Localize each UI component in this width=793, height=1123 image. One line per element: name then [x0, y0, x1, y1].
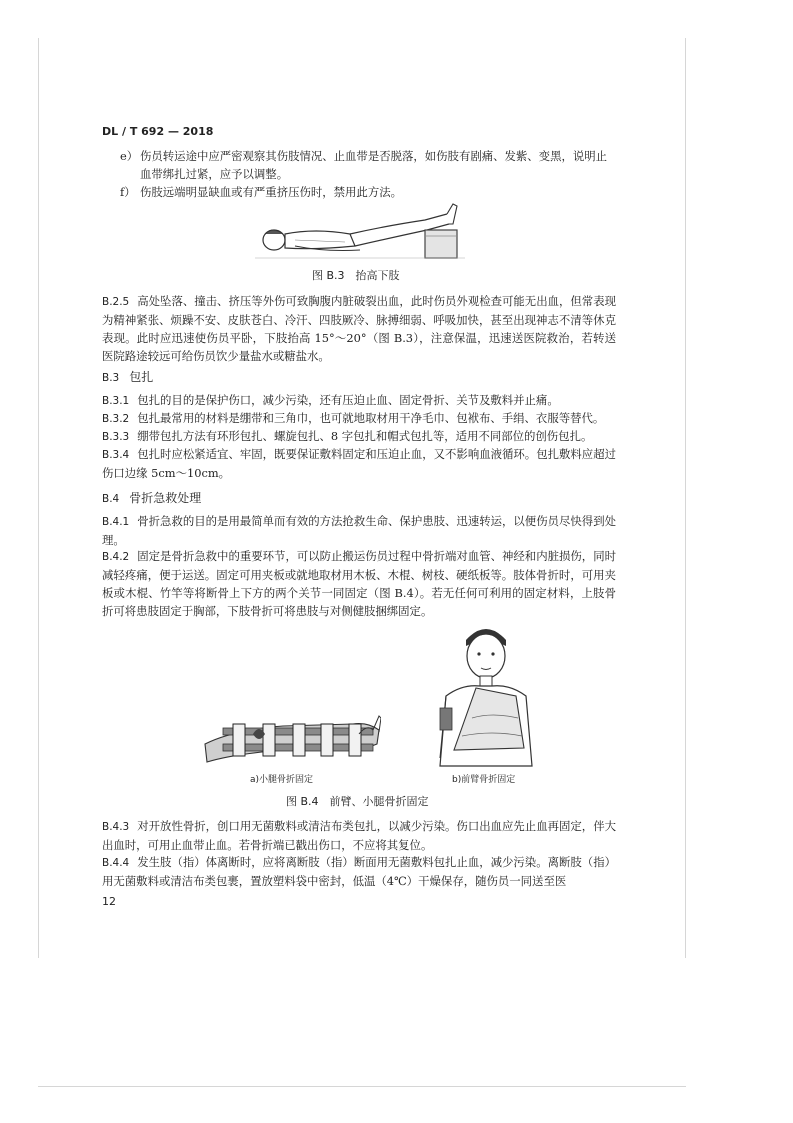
paragraph-b4-2	[102, 547, 616, 620]
clause-text: 高处坠落、撞击、挤压等外伤可致胸腹内脏破裂出血，此时伤员外观检查可能无出血，但常表现为精神紧张、烦躁不安、皮肤苍白、冷汗、四肢厥冷、脉搏细弱、呼吸加快，甚至出现神志不清等休克表现。此时应迅速使伤员平卧，下肢抬高 15°～20°（图 B.3），注意保温，迅速送医院救治，若转送医院路途较远可给伤员饮少量盐水或糖盐水。	[102, 294, 616, 363]
section-number: B.4	[102, 493, 120, 505]
clause-text: 骨折急救的目的是用最简单而有效的方法抢救生命、保护患肢、迅速转运，以便伤员尽快得到处理。	[102, 514, 616, 547]
paragraph-b2-5	[102, 292, 616, 365]
clause-number: B.4.4	[102, 857, 130, 869]
figure-b4a-illustration	[203, 700, 381, 768]
clause-text: 对开放性骨折，创口用无菌敷料或清洁布类包扎，以减少污染。伤口出血应先止血再固定，伴大出血时，可用止血带止血。若骨折端已戳出伤口，不应将其复位。	[102, 819, 616, 852]
list-item-f	[102, 183, 616, 201]
figure-b4b-subcaption: b)前臂骨折固定	[452, 775, 516, 785]
right-margin-line	[685, 38, 686, 958]
left-margin-line	[38, 38, 39, 958]
clause-text: 固定是骨折急救中的重要环节，可以防止搬运伤员过程中骨折端对血管、神经和内脏损伤，同时减轻疼痛，便于运送。固定可用夹板或就地取材用木板、木棍、树枝、硬纸板等。肢体骨折时，可用夹板或木棍、竹竿等将断骨上下方的两个关节一同固定（图 B.4）。若无任何可利用的固定材料，上肢骨折可将患肢固定于胸部，下肢骨折可将患肢与对侧健肢捆绑固定。	[102, 549, 616, 618]
bottom-margin-line	[38, 1086, 686, 1087]
figure-b4b-illustration	[432, 618, 540, 768]
section-b3-heading	[102, 368, 153, 385]
arm-sling-illustration	[432, 618, 540, 768]
section-number: B.3	[102, 372, 120, 384]
clause-text: 包扎时应松紧适宜、牢固，既要保证敷料固定和压迫止血，又不影响血液循环。包扎敷料应超过伤口边缘 5cm～10cm。	[102, 447, 616, 480]
section-title: 包扎	[129, 370, 154, 384]
list-text: 伤员转运途中应严密观察其伤肢情况、止血带是否脱落，如伤肢有剧痛、发紫、变黑，说明止血带绑扎过紧，应予以调整。	[140, 149, 608, 181]
clause-text: 发生肢（指）体离断时，应将离断肢（指）断面用无菌敷料包扎止血，减少污染。离断肢（指）用无菌敷料或清洁布类包裹，置放塑料袋中密封，低温（4℃）干燥保存，随伤员一同送至医	[102, 855, 616, 888]
figure-b4-caption: 图 B.4 前臂、小腿骨折固定	[286, 795, 429, 808]
clause-number: B.2.5	[102, 296, 130, 308]
clause-number: B.3.1	[102, 395, 130, 407]
paragraph-b3-3	[102, 427, 616, 446]
paragraph-b4-4	[102, 853, 616, 890]
paragraph-b4-1	[102, 512, 616, 549]
section-title: 骨折急救处理	[129, 491, 202, 505]
list-label: e）	[120, 149, 139, 163]
clause-text: 绷带包扎方法有环形包扎、螺旋包扎、8 字包扎和帽式包扎等，适用不同部位的创伤包扎。	[137, 429, 593, 443]
paragraph-b3-4	[102, 445, 616, 482]
standard-code: DL / T 692 — 2018	[102, 125, 214, 138]
leg-splint-illustration	[203, 700, 381, 768]
clause-number: B.3.4	[102, 449, 130, 461]
page-number: 12	[102, 895, 116, 908]
clause-number: B.3.3	[102, 431, 130, 443]
clause-number: B.4.2	[102, 551, 130, 563]
paragraph-b3-1	[102, 391, 616, 410]
clause-number: B.3.2	[102, 413, 130, 425]
figure-b4a-subcaption: a)小腿骨折固定	[250, 775, 314, 785]
figure-b3-illustration	[255, 200, 465, 262]
figure-b3-caption: 图 B.3 抬高下肢	[312, 269, 400, 282]
paragraph-b4-3	[102, 817, 616, 854]
clause-text: 包扎的目的是保护伤口，减少污染，还有压迫止血、固定骨折、关节及敷料并止痛。	[137, 393, 559, 407]
list-e-f	[102, 147, 616, 201]
list-text: 伤肢远端明显缺血或有严重挤压伤时，禁用此方法。	[140, 185, 402, 199]
list-item-e	[102, 147, 616, 183]
raised-legs-illustration	[255, 200, 465, 262]
paragraph-b3-2	[102, 409, 616, 428]
clause-number: B.4.1	[102, 516, 130, 528]
clause-number: B.4.3	[102, 821, 130, 833]
section-b4-heading	[102, 489, 201, 506]
list-label: f）	[120, 185, 136, 199]
clause-text: 包扎最常用的材料是绷带和三角巾，也可就地取材用干净毛巾、包袱布、手绢、衣服等替代。	[137, 411, 605, 425]
